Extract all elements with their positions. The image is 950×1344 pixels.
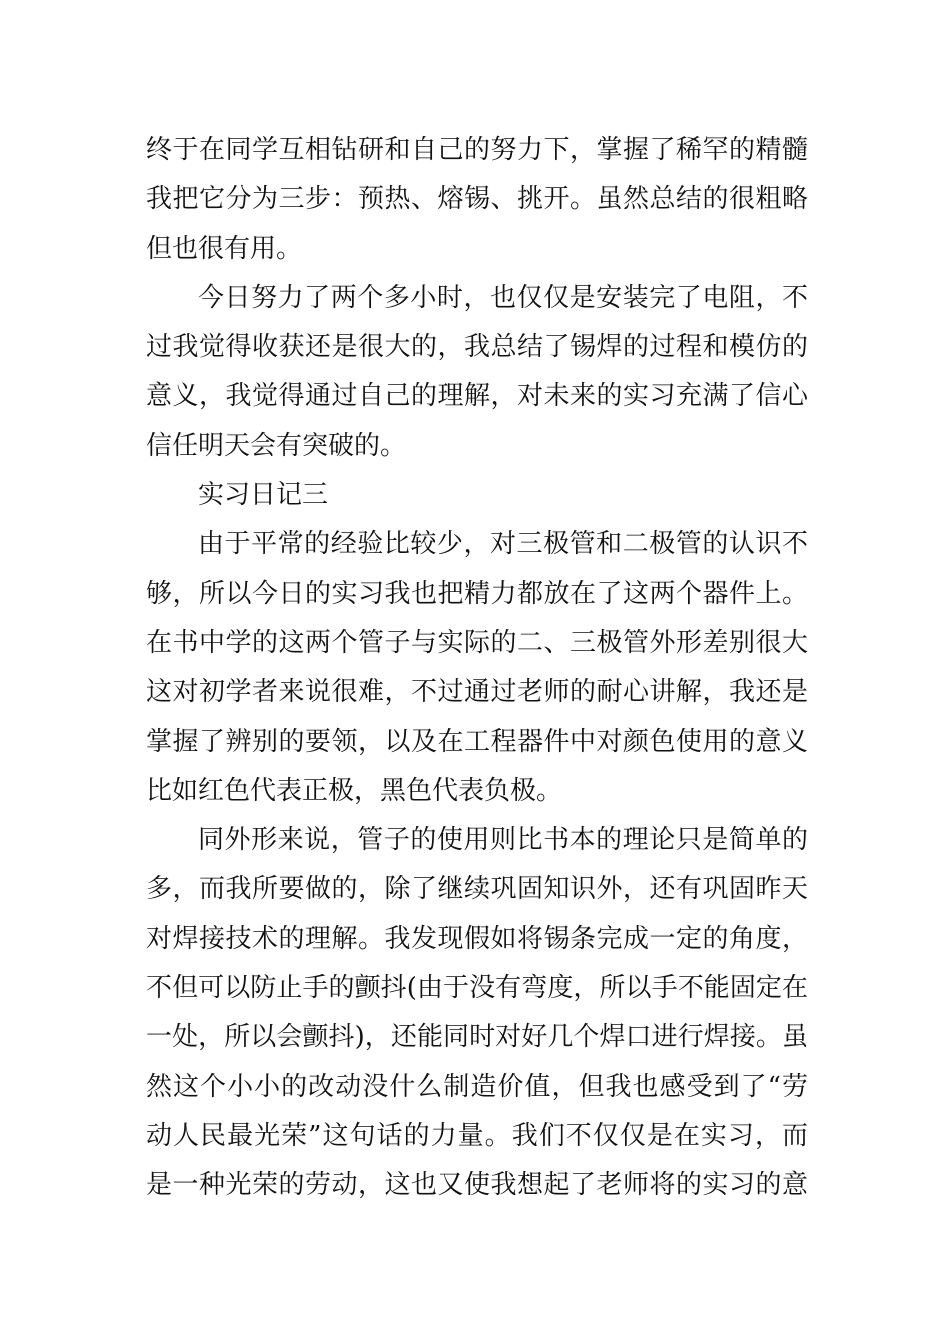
paragraph-first-line: 今日努力了两个多小时，也仅仅是安装完了电阻，不 [198,282,808,313]
text-line: 信任明天会有突破的。 [146,430,407,461]
text-line: 比如红色代表正极，黑色代表负极。 [146,775,563,806]
text-line: 一处，所以会颤抖)，还能同时对好几个焊口进行焊接。虽 [146,1022,808,1053]
section-heading: 实习日记三 [198,480,329,511]
text-line: 动人民最光荣”这句话的力量。我们不仅仅是在实习，而 [146,1120,808,1151]
text-line: 然这个小小的改动没什么制造价值，但我也感受到了“劳 [146,1071,808,1102]
text-line: 是一种光荣的劳动，这也又使我想起了老师将的实习的意 [146,1170,808,1201]
text-line: 多，而我所要做的，除了继续巩固知识外，还有巩固昨天 [146,874,808,905]
text-line: 终于在同学互相钻研和自己的努力下，掌握了稀罕的精髓 [146,135,808,165]
document-body [146,126,808,1211]
text-line: 不但可以防止手的颤抖(由于没有弯度，所以手不能固定在 [146,973,808,1004]
text-line: 意义，我觉得通过自己的理解，对未来的实习充满了信心 [146,381,808,412]
text-line: 对焊接技术的理解。我发现假如将锡条完成一定的角度， [146,923,808,954]
text-line: 过我觉得收获还是很大的，我总结了锡焊的过程和模仿的 [146,332,808,363]
paragraph-first-line: 由于平常的经验比较少，对三极管和二极管的认识不 [198,529,808,560]
text-line: 掌握了辨别的要领，以及在工程器件中对颜色使用的意义 [146,726,808,757]
text-line: 但也很有用。 [146,233,303,264]
text-line: 在书中学的这两个管子与实际的二、三极管外形差别很大 [146,627,808,658]
paragraph-first-line: 同外形来说，管子的使用则比书本的理论只是简单的 [198,825,808,856]
text-line: 这对初学者来说很难，不过通过老师的耐心讲解，我还是 [146,677,808,708]
text-line: 我把它分为三步：预热、熔锡、挑开。虽然总结的很粗略 [146,184,808,215]
text-line: 够，所以今日的实习我也把精力都放在了这两个器件上。 [146,578,808,609]
